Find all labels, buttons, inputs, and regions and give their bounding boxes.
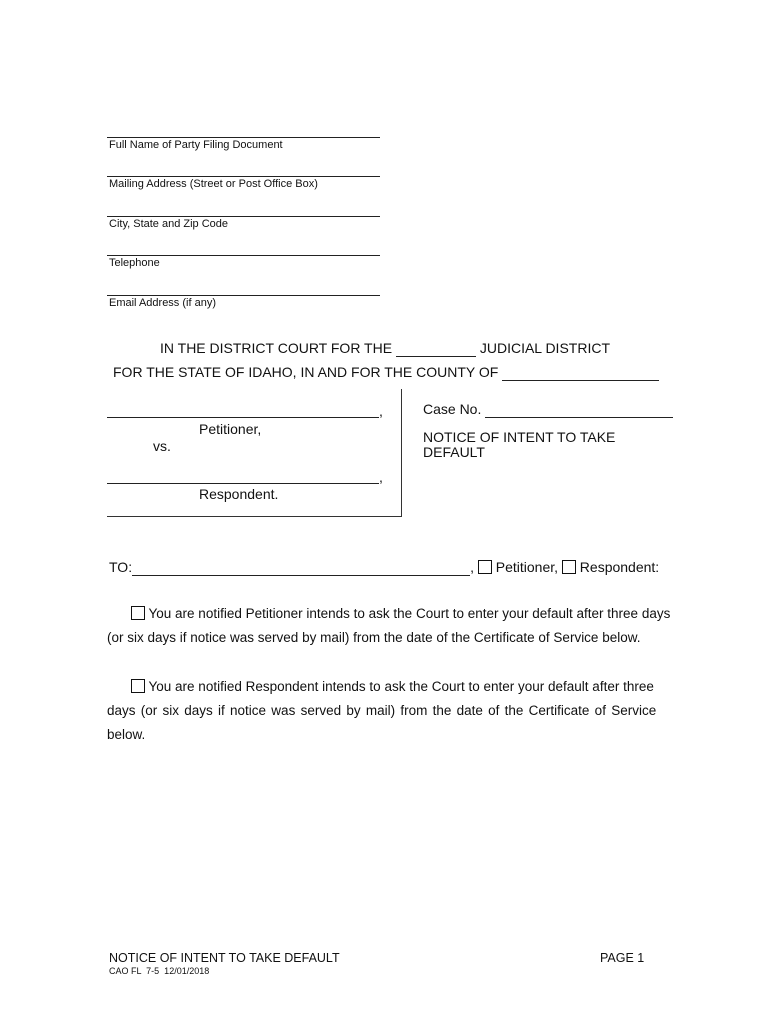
document-title: [423, 430, 615, 460]
notice-petitioner-checkbox[interactable]: [131, 606, 145, 620]
notice-respondent-line-2: days (or six days if notice was served by mail) from the date of the Certificate of Service: [107, 703, 657, 718]
document-title-line-2: DEFAULT: [423, 444, 485, 460]
to-respondent-checkbox[interactable]: [562, 560, 576, 574]
to-respondent-label: Respondent:: [579, 559, 660, 575]
court-line-1: [160, 340, 610, 357]
full-name-label: Full Name of Party Filing Document: [109, 139, 283, 151]
to-petitioner-checkbox[interactable]: [478, 560, 492, 574]
notice-respondent-text-1: You are notified Respondent intends to ask the Court to enter your default after three: [148, 679, 654, 694]
document-title-line-1: NOTICE OF INTENT TO TAKE: [423, 429, 616, 445]
email-label: Email Address (if any): [109, 297, 216, 309]
caption-divider-horizontal: [107, 516, 402, 517]
notice-petitioner-paragraph: [107, 602, 671, 650]
footer-title: NOTICE OF INTENT TO TAKE DEFAULT: [109, 951, 340, 965]
city-state-zip-label: City, State and Zip Code: [109, 218, 229, 230]
respondent-label: Respondent.: [199, 486, 279, 502]
to-petitioner-label: Petitioner,: [495, 559, 559, 575]
notice-petitioner-text-1: You are notified Petitioner intends to ask the Court to enter your default after three days: [148, 606, 671, 621]
judicial-district-field[interactable]: [396, 340, 476, 357]
petitioner-name-line[interactable]: [107, 417, 379, 418]
to-row: [109, 559, 659, 576]
notice-respondent-line-1: [107, 675, 662, 699]
case-number-field[interactable]: [485, 401, 673, 418]
to-comma: ,: [470, 559, 474, 575]
mailing-address-label: Mailing Address (Street or Post Office Box): [109, 178, 318, 190]
to-label: TO:: [109, 559, 133, 575]
court-line-2: [113, 364, 659, 381]
notice-respondent-checkbox[interactable]: [131, 679, 145, 693]
caption-comma-2: ,: [379, 469, 383, 485]
email-line[interactable]: [107, 295, 380, 296]
court-line-1-suffix: JUDICIAL DISTRICT: [479, 340, 610, 356]
footer-form-id: CAO FL 7-5 12/01/2018: [109, 966, 210, 976]
court-line-2-prefix: FOR THE STATE OF IDAHO, IN AND FOR THE COUNTY OF: [113, 364, 499, 380]
case-number-label: Case No.: [423, 401, 482, 417]
notice-respondent-line-3: below.: [107, 727, 146, 742]
telephone-label: Telephone: [109, 257, 160, 269]
petitioner-label: Petitioner,: [199, 421, 262, 437]
telephone-line[interactable]: [107, 255, 380, 256]
notice-petitioner-line-2: (or six days if notice was served by mail) from the date of the Certificate of Service below.: [107, 630, 641, 645]
caption-comma-1: ,: [379, 403, 383, 419]
city-state-zip-line[interactable]: [107, 216, 380, 217]
mailing-address-line[interactable]: [107, 176, 380, 177]
court-line-1-prefix: IN THE DISTRICT COURT FOR THE: [160, 340, 393, 356]
footer-page-number: PAGE 1: [600, 951, 645, 965]
county-field[interactable]: [502, 364, 659, 381]
notice-petitioner-line-1: [107, 602, 671, 626]
vs-label: vs.: [153, 438, 171, 454]
caption-divider-vertical: [401, 389, 402, 517]
respondent-name-line[interactable]: [107, 483, 379, 484]
full-name-line[interactable]: [107, 137, 380, 138]
case-number-row: [423, 401, 673, 418]
to-name-field[interactable]: [132, 559, 470, 576]
notice-respondent-paragraph: [107, 675, 662, 747]
